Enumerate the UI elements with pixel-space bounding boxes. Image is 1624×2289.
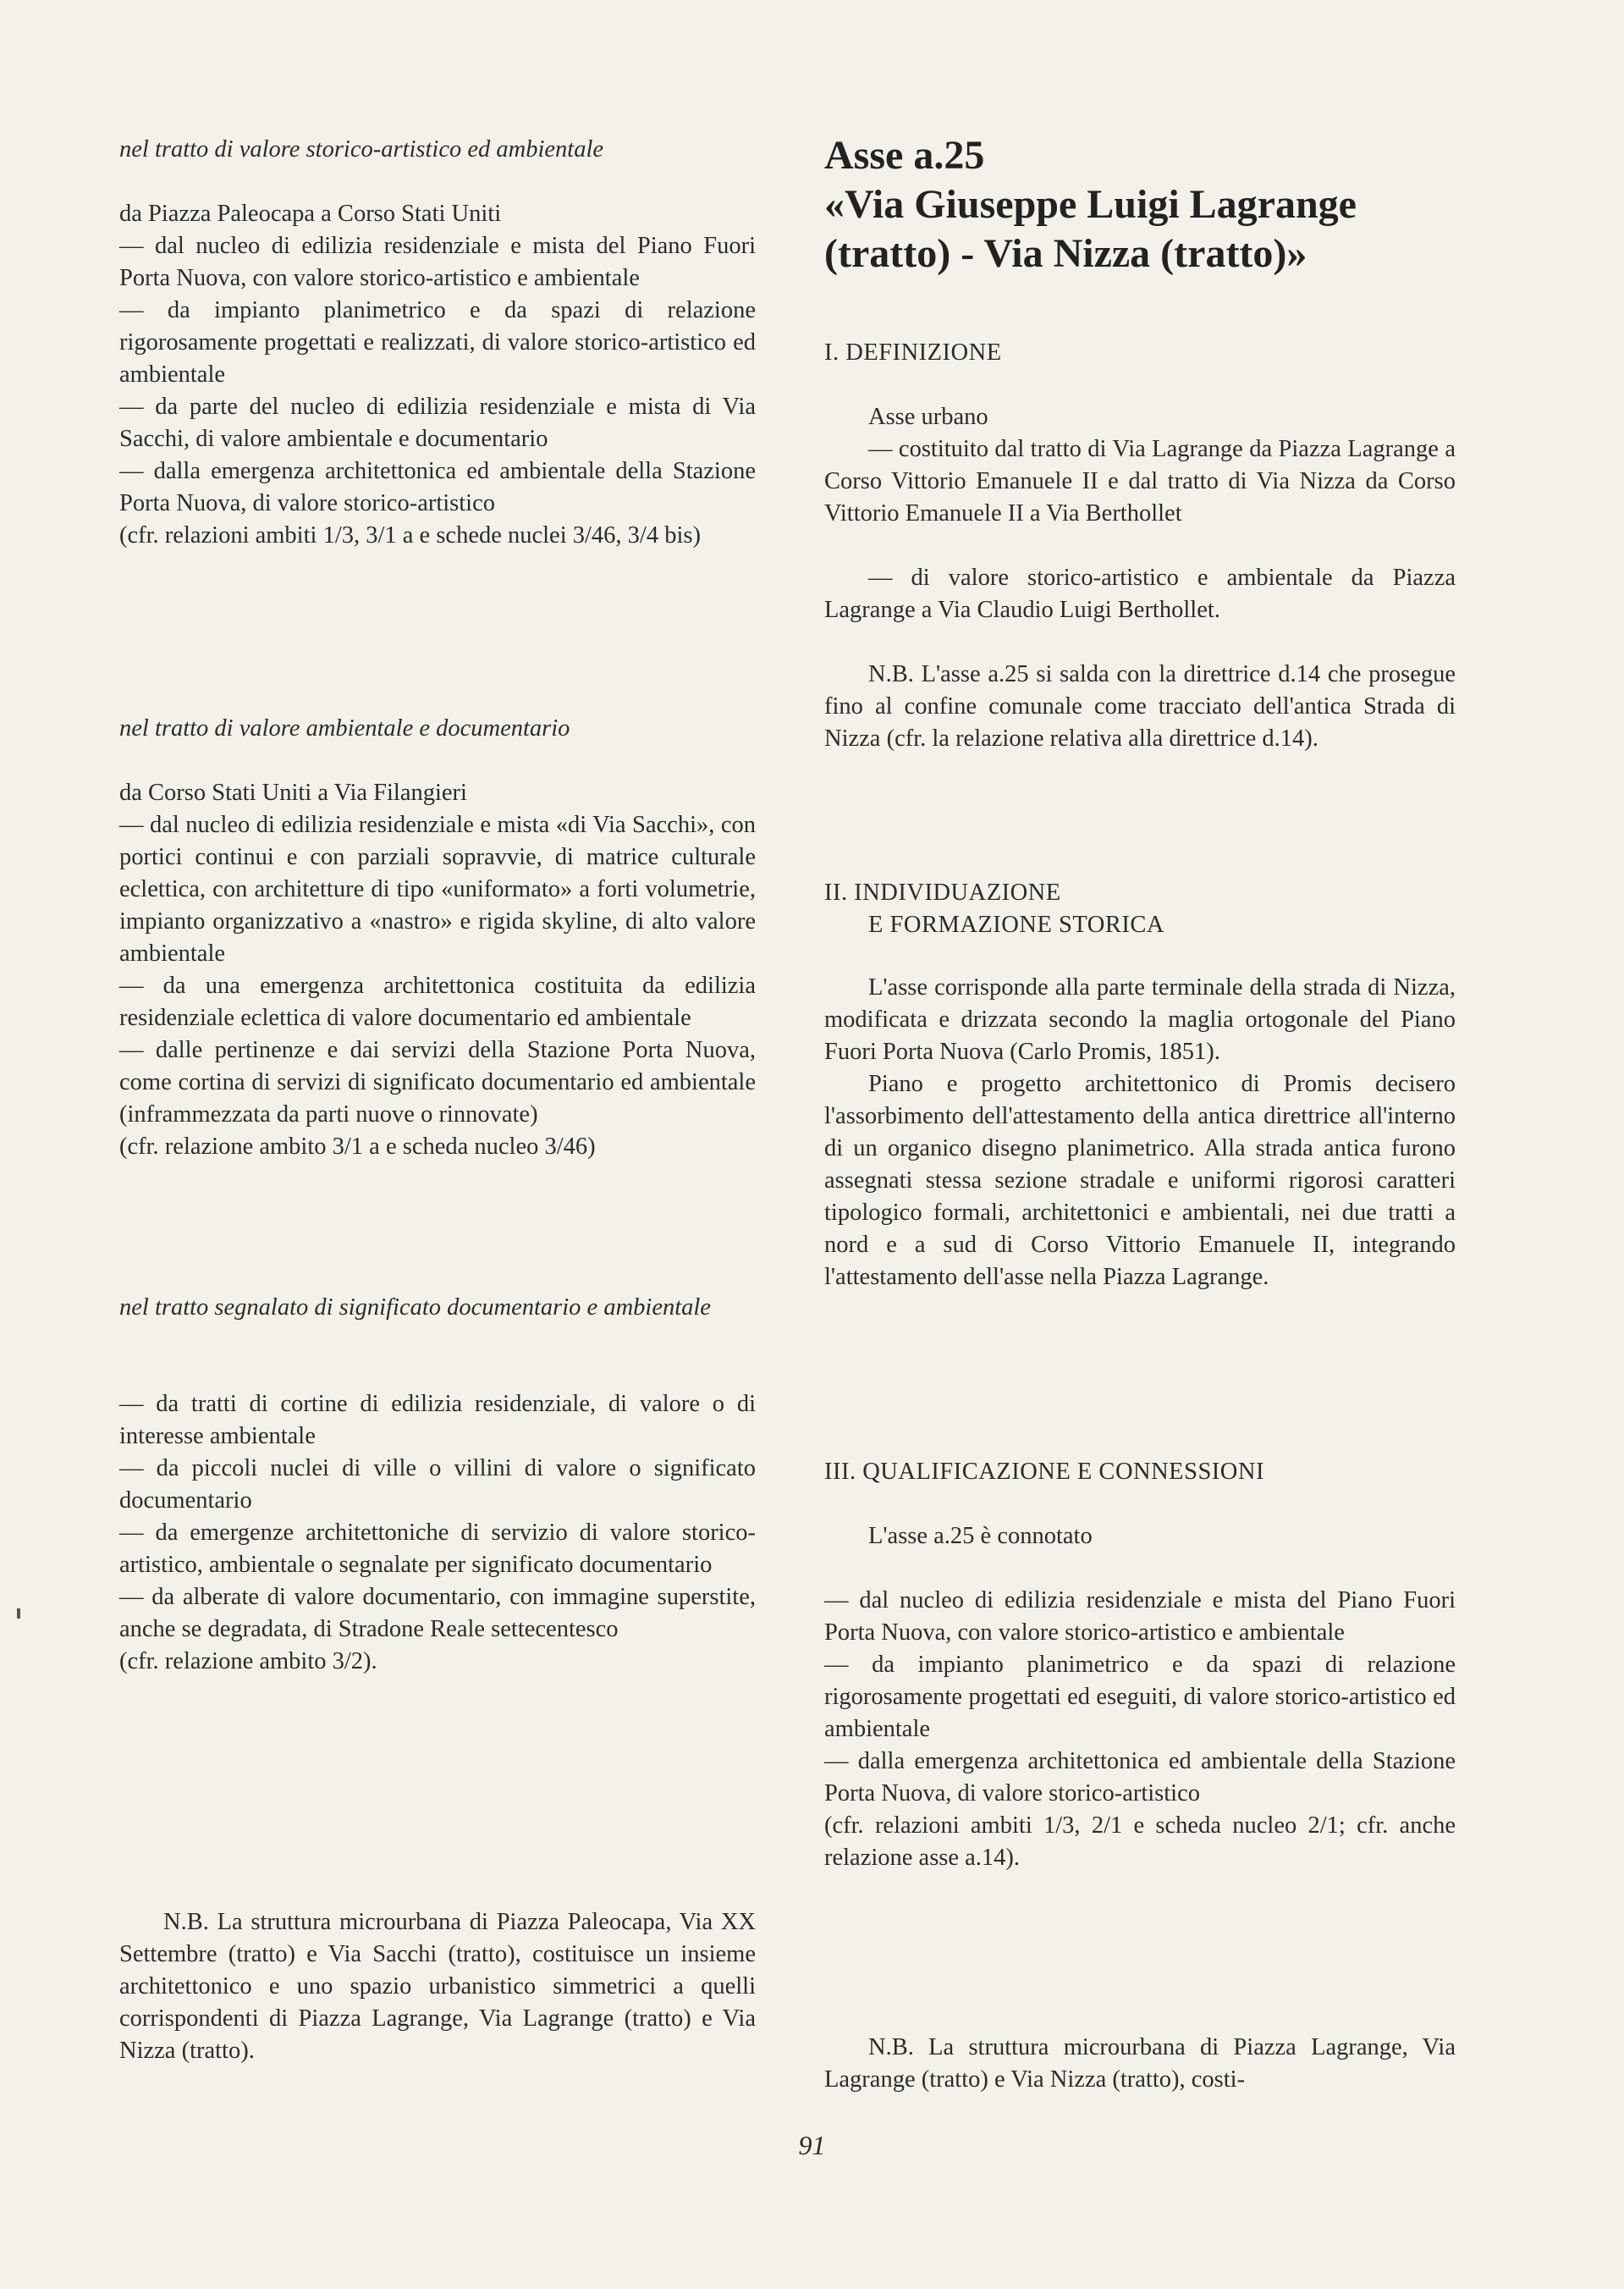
text-line: (cfr. relazione ambito 3/2). (119, 1648, 377, 1674)
text-line: — dal nucleo di edilizia residenziale e mista del Piano Fuori Porta Nuova, con valore storico-artistico e ambientale (119, 233, 756, 291)
text-line: (cfr. relazioni ambiti 1/3, 2/1 e scheda nucleo 2/1; cfr. anche relazione asse a.14). (824, 1812, 1456, 1871)
page-number: 91 (798, 2130, 826, 2160)
text-line: — dalla emergenza architettonica ed ambientale della Stazione Porta Nuova, di valore storico-artistico (824, 1748, 1456, 1806)
section-body-definizione (824, 401, 1456, 755)
section-title-ambientale: nel tratto di valore ambientale e documentario (119, 715, 570, 742)
heading-asse (824, 131, 1456, 279)
text-line: N.B. L'asse a.25 si salda con la direttrice d.14 che prosegue fino al confine comunale come tracciato dell'antica Strada di Nizza (cfr. la relazione relativa alla direttrice d.14). (824, 661, 1456, 752)
text-line: — da piccoli nuclei di ville o villini di valore o significato documentario (119, 1455, 756, 1514)
text-line: (cfr. relazione ambito 3/1 a e scheda nucleo 3/46) (119, 1133, 596, 1160)
section-body-ambientale (119, 777, 756, 1163)
text-line: — dal nucleo di edilizia residenziale e mista «di Via Sacchi», con portici continui e con parziali sopravvie, di matrice culturale eclettica, con architetture di tipo «uniformato» a forti volumetrie, impianto organizzativo a «nastro» e rigida skyline, di alto valore ambientale (119, 812, 756, 967)
heading-line: (tratto) - Via Nizza (tratto)» (824, 231, 1307, 276)
heading-line: II. INDIVIDUAZIONE (824, 880, 1061, 906)
text-line: — di valore storico-artistico e ambientale da Piazza Lagrange a Via Claudio Luigi Berthollet. (824, 565, 1456, 623)
heading-line: Asse a.25 (824, 133, 985, 178)
section-heading-definizione: I. DEFINIZIONE (824, 339, 1002, 366)
text-line: L'asse a.25 è connotato (868, 1523, 1093, 1549)
text-line: — da tratti di cortine di edilizia residenziale, di valore o di interesse ambientale (119, 1391, 756, 1449)
text-line: — da una emergenza architettonica costituita da edilizia residenziale eclettica di valore documentario ed ambientale (119, 973, 756, 1031)
text-line: da Corso Stati Uniti a Via Filangieri (119, 780, 467, 806)
text-line: — da impianto planimetrico e da spazi di relazione rigorosamente progettati ed eseguiti, di valore storico-artistico ed ambientale (824, 1652, 1456, 1742)
text-line: (cfr. relazioni ambiti 1/3, 3/1 a e schede nuclei 3/46, 3/4 bis) (119, 522, 701, 549)
section-title-storico: nel tratto di valore storico-artistico ed ambientale (119, 136, 604, 163)
text-line: — dalle pertinenze e dai servizi della Stazione Porta Nuova, come cortina di servizi di significato documentario ed ambientale (inframmezzata da parti nuove o rinnovate) (119, 1037, 756, 1128)
section-heading-individuazione (824, 877, 1456, 941)
paragraph: L'asse corrisponde alla parte terminale della strada di Nizza, modificata e drizzata secondo la maglia ortogonale del Piano Fuori Porta Nuova (Carlo Promis, 1851). (824, 974, 1456, 1065)
section-body-individuazione (824, 972, 1456, 1293)
section-body-qualificazione (824, 1520, 1456, 1874)
text-line: — da parte del nucleo di edilizia residenziale e mista di Via Sacchi, di valore ambientale e documentario (119, 394, 756, 452)
text-line: — dal nucleo di edilizia residenziale e mista del Piano Fuori Porta Nuova, con valore storico-artistico e ambientale (824, 1587, 1456, 1646)
nb-note-left: N.B. La struttura microurbana di Piazza Paleocapa, Via XX Settembre (tratto) e Via Sacchi (tratto), costituisce un insieme architettonico e uno spazio urbanistico simmetrici a quelli corrispondenti di Piazza Lagrange, Via Lagrange (tratto) e Via Nizza (tratto). (119, 1909, 756, 2064)
heading-line: E FORMAZIONE STORICA (868, 912, 1164, 938)
nb-note-right: N.B. La struttura microurbana di Piazza Lagrange, Via Lagrange (tratto) e Via Nizza (tratto), costi- (824, 2034, 1456, 2093)
text-line: — da impianto planimetrico e da spazi di relazione rigorosamente progettati e realizzati, di valore storico-artistico ed ambientale (119, 297, 756, 388)
heading-line: «Via Giuseppe Luigi Lagrange (824, 182, 1357, 227)
section-body-segnalato (119, 1388, 756, 1678)
paragraph: Piano e progetto architettonico di Promis decisero l'assorbimento dell'attestamento della antica direttrice all'interno di un organico disegno planimetrico. Alla strada antica furono assegnati stessa sezione stradale e uniformi rigorosi caratteri tipologico formali, architettonici e ambientali, nei due tratti a nord e a sud di Corso Vittorio Emanuele II, integrando l'attestamento dell'asse nella Piazza Lagrange. (824, 1071, 1456, 1290)
text-line: — costituito dal tratto di Via Lagrange da Piazza Lagrange a Corso Vittorio Emanuele II e dal tratto di Via Nizza da Corso Vittorio Emanuele II a Via Berthollet (824, 436, 1456, 527)
text-line: da Piazza Paleocapa a Corso Stati Uniti (119, 201, 502, 227)
text-line: — dalla emergenza architettonica ed ambientale della Stazione Porta Nuova, di valore storico-artistico (119, 458, 756, 516)
text-line: Asse urbano (868, 404, 988, 430)
text-line: — da alberate di valore documentario, con immagine superstite, anche se degradata, di Stradone Reale settecentesco (119, 1584, 756, 1642)
section-heading-qualificazione: III. QUALIFICAZIONE E CONNESSIONI (824, 1459, 1264, 1485)
text-line: — da emergenze architettoniche di servizio di valore storico-artistico, ambientale o segnalate per significato documentario (119, 1520, 756, 1578)
margin-mark (17, 1608, 20, 1619)
section-body-storico (119, 198, 756, 552)
section-title-segnalato: nel tratto segnalato di significato documentario e ambientale (119, 1294, 711, 1321)
